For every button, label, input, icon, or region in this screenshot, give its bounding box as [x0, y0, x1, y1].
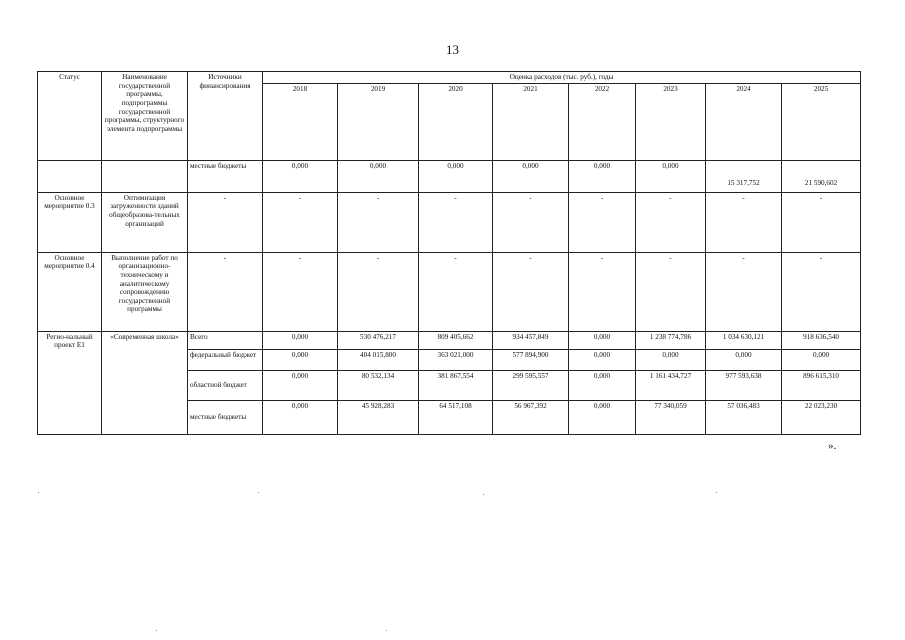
year-2023: 2023 [636, 83, 706, 160]
scan-speck [38, 492, 39, 493]
value-cell: - [493, 252, 569, 331]
value-cell: 0,000 [636, 160, 706, 192]
value-cell: 896 615,310 [782, 370, 861, 400]
value-cell: 0,000 [706, 349, 782, 370]
name-cell: Оптимизация загруженности зданий общеобразова-тельных организаций [102, 192, 188, 252]
value-cell: 1 238 774,786 [636, 331, 706, 349]
year-2022: 2022 [569, 83, 636, 160]
source-cell: - [188, 252, 263, 331]
value-cell: 77 340,059 [636, 400, 706, 434]
status-cell: Основное мероприятие 0.3 [38, 192, 102, 252]
value-cell: 0,000 [569, 331, 636, 349]
value-cell: 0,000 [569, 349, 636, 370]
table-row [38, 192, 861, 252]
year-2018: 2018 [263, 83, 338, 160]
year-2020: 2020 [419, 83, 493, 160]
value-cell: - [706, 252, 782, 331]
table-row [38, 331, 861, 349]
value-cell: - [493, 192, 569, 252]
year-2024: 2024 [706, 83, 782, 160]
scan-speck [258, 492, 259, 493]
source-cell: Всего [188, 331, 263, 349]
year-2025: 2025 [782, 83, 861, 160]
source-cell: федеральный бюджет [188, 349, 263, 370]
value-cell: 0,000 [569, 160, 636, 192]
value-cell: - [569, 192, 636, 252]
value-cell: 381 867,554 [419, 370, 493, 400]
value-cell: - [636, 252, 706, 331]
value-cell: - [338, 192, 419, 252]
table-row [38, 252, 861, 331]
value-cell: 0,000 [569, 370, 636, 400]
status-cell: Регио-нальный проект Е1 [38, 331, 102, 434]
value-cell: 809 405,662 [419, 331, 493, 349]
value-cell: 0,000 [263, 370, 338, 400]
value-cell: 1 034 630,121 [706, 331, 782, 349]
value-cell: 64 517,108 [419, 400, 493, 434]
value-cell: 934 457,849 [493, 331, 569, 349]
value-cell: - [636, 192, 706, 252]
status-cell: Основное мероприятие 0.4 [38, 252, 102, 331]
value-cell: 0,000 [263, 160, 338, 192]
table-row [38, 160, 861, 192]
scan-speck [716, 492, 717, 493]
scan-speck [156, 630, 157, 631]
value-cell: 299 595,557 [493, 370, 569, 400]
status-cell [38, 160, 102, 192]
value-cell: - [419, 192, 493, 252]
header-status: Статус [38, 72, 102, 161]
value-cell: - [569, 252, 636, 331]
value-cell: - [263, 252, 338, 331]
source-cell: местные бюджеты [188, 400, 263, 434]
value-cell: - [706, 192, 782, 252]
value-cell: 57 036,483 [706, 400, 782, 434]
header-name: Наименование государственной программы, подпрограммы государственной программы, структурного элемента подпрограммы [102, 72, 188, 161]
value-cell: 577 894,900 [493, 349, 569, 370]
value-cell: 530 476,217 [338, 331, 419, 349]
year-2021: 2021 [493, 83, 569, 160]
value-cell: - [263, 192, 338, 252]
value-cell: 363 021,000 [419, 349, 493, 370]
value-cell: 1 161 434,727 [636, 370, 706, 400]
value-cell: 404 015,800 [338, 349, 419, 370]
scan-speck [386, 630, 387, 631]
value-cell: 0,000 [569, 400, 636, 434]
value-cell: 45 928,283 [338, 400, 419, 434]
value-cell: 56 967,392 [493, 400, 569, 434]
value-cell: - [419, 252, 493, 331]
expenditure-table [37, 71, 861, 435]
value-cell: 0,000 [263, 331, 338, 349]
closing-quote: ». [828, 440, 837, 452]
value-cell: 80 532,134 [338, 370, 419, 400]
value-cell: 0,000 [782, 349, 861, 370]
scan-speck [483, 494, 484, 495]
value-cell: 0,000 [419, 160, 493, 192]
value-cell: 918 636,540 [782, 331, 861, 349]
value-cell: 22 023,230 [782, 400, 861, 434]
value-cell: 0,000 [263, 349, 338, 370]
name-cell: «Современная школа» [102, 331, 188, 434]
value-cell: - [338, 252, 419, 331]
source-cell: местные бюджеты [188, 160, 263, 192]
year-2019: 2019 [338, 83, 419, 160]
value-cell: 0,000 [338, 160, 419, 192]
value-cell: 0,000 [493, 160, 569, 192]
value-cell: 15 317,752 [706, 160, 782, 192]
header-estimate: Оценка расходов (тыс. руб.), годы [263, 72, 861, 84]
name-cell: Выполнение работ по организационно-техническому и аналитическому сопровождению государственной программы [102, 252, 188, 331]
value-cell: - [782, 192, 861, 252]
value-cell: 977 593,638 [706, 370, 782, 400]
source-cell: областной бюджет [188, 370, 263, 400]
value-cell: 21 590,602 [782, 160, 861, 192]
page-number: 13 [446, 42, 459, 57]
value-cell: 0,000 [636, 349, 706, 370]
value-cell: 0,000 [263, 400, 338, 434]
name-cell [102, 160, 188, 192]
header-source: Источники финансирования [188, 72, 263, 161]
value-cell: - [782, 252, 861, 331]
source-cell: - [188, 192, 263, 252]
